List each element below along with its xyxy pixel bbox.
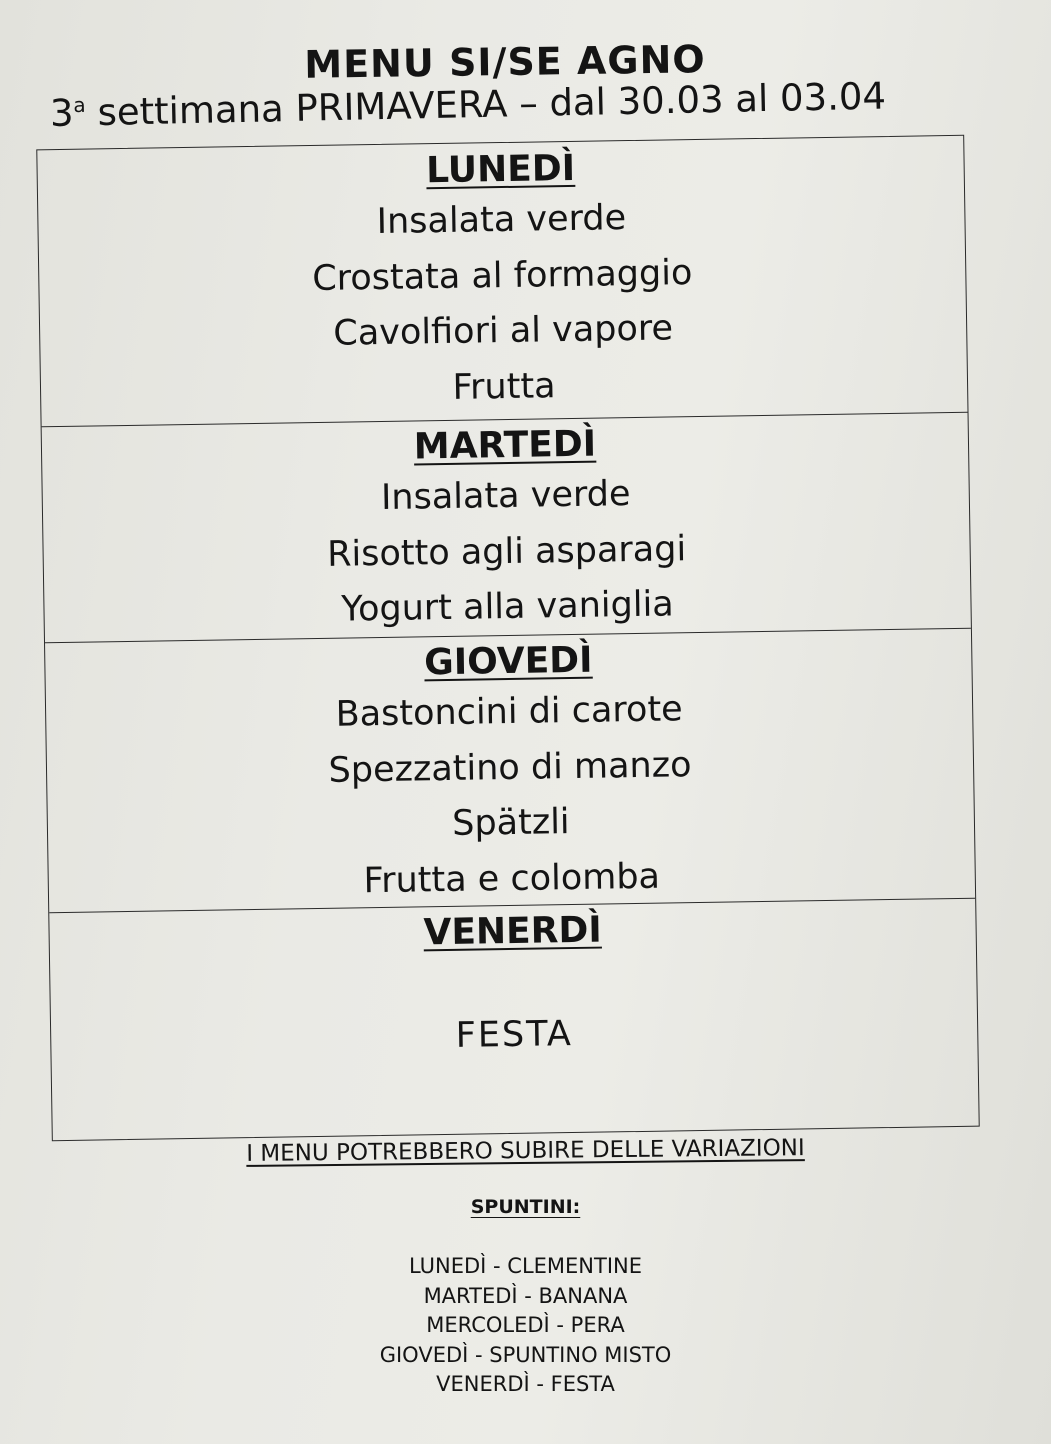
subtitle-ordinal: 3: [49, 91, 74, 135]
dish-item: Insalata verde: [380, 474, 631, 518]
dish-item: Bastoncini di carote: [335, 689, 683, 735]
dish-list: [46, 678, 975, 915]
snack-item: VENERDÌ - FESTA: [436, 1372, 615, 1396]
subtitle-superscript: a: [73, 92, 86, 118]
day-section-martedi: [42, 412, 971, 644]
dish-item: Frutta: [452, 365, 556, 408]
snack-item: LUNEDÌ - CLEMENTINE: [408, 1254, 643, 1278]
day-heading: MARTEDÌ: [413, 423, 597, 468]
dish-item: Spezzatino di manzo: [328, 744, 692, 791]
menu-table: [36, 135, 979, 1141]
dish-item: Risotto agli asparagi: [326, 528, 687, 575]
day-section-venerdi: [49, 898, 978, 1140]
snack-item: GIOVEDÌ - SPUNTINO MISTO: [379, 1342, 672, 1367]
dish-item: Yogurt alla vaniglia: [341, 584, 675, 630]
dish-item: Cavolfiori al vapore: [333, 308, 674, 354]
dish-item: Spätzli: [451, 802, 570, 844]
day-heading: LUNEDÌ: [425, 147, 576, 192]
snacks-heading: SPUNTINI:: [470, 1196, 581, 1218]
day-section-giovedi: [45, 628, 975, 914]
day-heading: GIOVEDÌ: [423, 639, 593, 684]
dish-item: Frutta e colomba: [363, 856, 661, 901]
menu-title: MENU SI/SE AGNO: [304, 37, 706, 87]
dish-item: Crostata al formaggio: [311, 252, 693, 299]
day-heading: VENERDÌ: [423, 909, 602, 954]
holiday-note: FESTA: [455, 1014, 574, 1056]
day-section-lunedi: [37, 136, 967, 428]
dish-item: Insalata verde: [376, 198, 627, 243]
snack-item: MARTEDÌ - BANANA: [423, 1283, 628, 1308]
dish-list: [38, 186, 967, 423]
menu-variation-notice: I MENU POTREBBERO SUBIRE DELLE VARIAZIONI: [246, 1135, 805, 1167]
snacks-list: [0, 1252, 1051, 1400]
subtitle-text: settimana PRIMAVERA – dal 30.03 al 03.04: [85, 74, 887, 135]
dish-list: [42, 462, 971, 643]
snack-item: MERCOLEDÌ - PERA: [426, 1313, 625, 1337]
